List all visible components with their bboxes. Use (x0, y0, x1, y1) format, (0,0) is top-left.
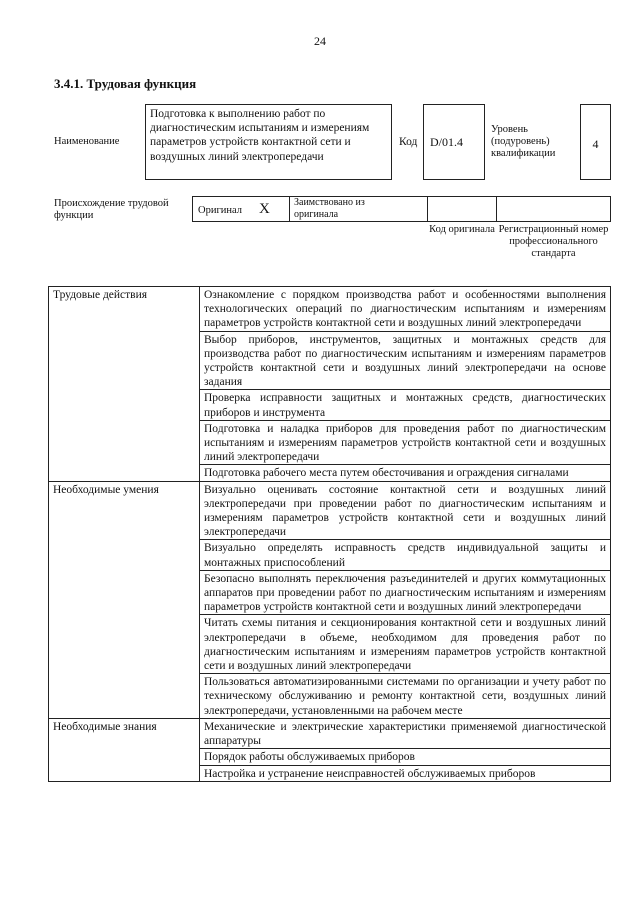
code-original-label: Код оригинала (429, 224, 495, 235)
level-value: 4 (592, 137, 599, 151)
item-cell: Ознакомление с порядком производства работ и особенностями выполнения технологических операций по диагностическим испытаниям и измерениям параметров устройств контактной сети и воздушных линий электропередачи (200, 287, 611, 332)
item-cell: Подготовка и наладка приборов для проведения работ по диагностическим испытаниям и измерениям параметров устройств контактной сети и воздушных линий электропередачи (200, 420, 611, 465)
category-cell: Необходимые знания (49, 718, 200, 781)
code-original-cell (427, 196, 497, 222)
category-cell: Необходимые умения (49, 481, 200, 718)
code-value: D/01.4 (430, 135, 463, 149)
reg-number-cell (496, 196, 611, 222)
level-box (580, 104, 611, 180)
section-heading: 3.4.1. Трудовая функция (54, 76, 197, 91)
code-box (423, 104, 485, 180)
function-details-table (48, 286, 611, 782)
origin-label: Происхождение трудовой функции (54, 198, 169, 221)
table-row (49, 287, 611, 332)
table-row (49, 481, 611, 540)
item-cell: Механические и электрические характеристики применяемой диагностической аппаратуры (200, 718, 611, 748)
level-label: Уровень (подуровень) квалификации (491, 124, 556, 159)
original-mark: X (259, 201, 270, 217)
code-label: Код (399, 136, 418, 148)
function-name-box (145, 104, 392, 180)
borrowed-label: Заимствовано из оригинала (294, 197, 365, 220)
item-cell: Порядок работы обслуживаемых приборов (200, 749, 611, 765)
item-cell: Визуально определять исправность средств индивидуальной защиты и монтажных приспособлений (200, 540, 611, 570)
item-cell: Проверка исправности защитных и монтажных средств, диагностических приборов и инструмента (200, 390, 611, 420)
function-name-value: Подготовка к выполнению работ по диагностическим испытаниям и измерениям параметров устройств контактной сети и воздушных линий электропередачи (150, 108, 370, 163)
item-cell: Визуально оценивать состояние контактной сети и воздушных линий электропередачи при проведении работ по диагностическим испытаниям и измерениям параметров устройств контактной сети и воздушных линий электропередачи (200, 481, 611, 540)
name-label: Наименование (54, 136, 120, 147)
reg-number-label: Регистрационный номер профессионального стандарта (498, 224, 609, 259)
page-number: 24 (314, 34, 326, 48)
item-cell: Пользоваться автоматизированными системами по организации и учету работ по техническому обслуживанию и ремонту контактной сети, воздушных линий электропередачи, установленными на рабочем месте (200, 674, 611, 719)
category-cell: Трудовые действия (49, 287, 200, 482)
item-cell: Выбор приборов, инструментов, защитных и монтажных средств для производства работ по диагностическим испытаниям и измерениям параметров устройств контактной сети и воздушных линий электропередачи на основе задания (200, 331, 611, 390)
item-cell: Настройка и устранение неисправностей обслуживаемых приборов (200, 765, 611, 781)
origin-borrowed-cell (289, 196, 428, 222)
item-cell: Безопасно выполнять переключения разъединителей и других коммутационных аппаратов при проведении работ по диагностическим испытаниям и измерениям параметров устройств контактной сети и воздушных линий электропередачи (200, 570, 611, 615)
item-cell: Читать схемы питания и секционирования контактной сети и воздушных линий электропередачи в объеме, необходимом для проведения работ по диагностическим испытаниям и измерениям параметров устройств контактной сети и воздушных линий электропередачи (200, 615, 611, 674)
table-row (49, 718, 611, 748)
item-cell: Подготовка рабочего места путем обесточивания и ограждения сигналами (200, 465, 611, 481)
original-label: Оригинал (198, 205, 242, 216)
origin-original-cell (192, 196, 290, 222)
